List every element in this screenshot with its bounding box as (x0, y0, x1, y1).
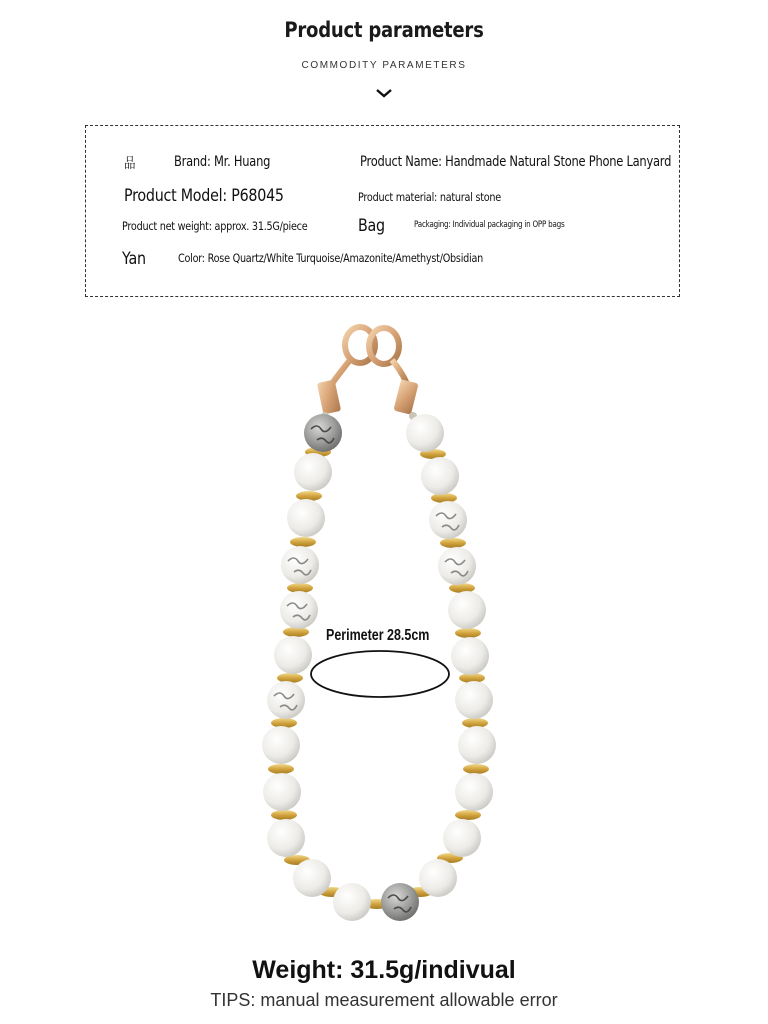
gold-spacer (463, 764, 489, 774)
brand-value: Brand: Mr. Huang (174, 154, 271, 170)
page-subtitle: COMMODITY PARAMETERS (301, 60, 467, 71)
perimeter-indicator (311, 651, 449, 697)
gold-spacer (455, 810, 481, 820)
gold-spacer (290, 537, 316, 547)
bead (262, 726, 300, 764)
bead (267, 819, 305, 857)
bead (294, 453, 332, 491)
weight-title: Weight: 31.5g/indivual (252, 956, 516, 984)
bead (333, 883, 371, 921)
bead (406, 414, 444, 452)
gold-spacer (440, 538, 466, 548)
bead (281, 546, 319, 584)
bead (451, 637, 489, 675)
net-weight-value: Product net weight: approx. 31.5G/piece (122, 219, 308, 233)
bead (448, 591, 486, 629)
bead (274, 636, 312, 674)
bead (304, 414, 342, 452)
brand-icon: 品 (124, 156, 136, 172)
bead (263, 773, 301, 811)
product-name-value: Product Name: Handmade Natural Stone Phone Lanyard (360, 154, 672, 170)
bead (438, 547, 476, 585)
bead (280, 591, 318, 629)
bead (419, 859, 457, 897)
parameters-table (85, 125, 680, 297)
chevron-down-icon (374, 86, 394, 100)
color-value: Color: Rose Quartz/White Turquoise/Amazonite/Amethyst/Obsidian (178, 251, 483, 265)
lobster-clasp (317, 327, 419, 420)
product-material-value: Product material: natural stone (358, 190, 501, 204)
packaging-value: Packaging: Individual packaging in OPP bags (414, 220, 565, 230)
bead (458, 726, 496, 764)
bead (455, 773, 493, 811)
bead (293, 859, 331, 897)
bead (443, 819, 481, 857)
bead (455, 681, 493, 719)
gold-spacer (268, 764, 294, 774)
product-model-value: Product Model: P68045 (124, 186, 284, 206)
yan-label: Yan (122, 249, 146, 269)
bead (421, 457, 459, 495)
bead (267, 681, 305, 719)
gold-spacer (271, 810, 297, 820)
bead (287, 499, 325, 537)
bag-label: Bag (358, 216, 385, 236)
bead-strand (262, 414, 496, 921)
page-title: Product parameters (284, 18, 484, 42)
gold-spacer (455, 628, 481, 638)
bead (429, 501, 467, 539)
perimeter-label: Perimeter 28.5cm (326, 627, 430, 644)
bead (381, 883, 419, 921)
tips-text: TIPS: manual measurement allowable error (210, 990, 558, 1010)
